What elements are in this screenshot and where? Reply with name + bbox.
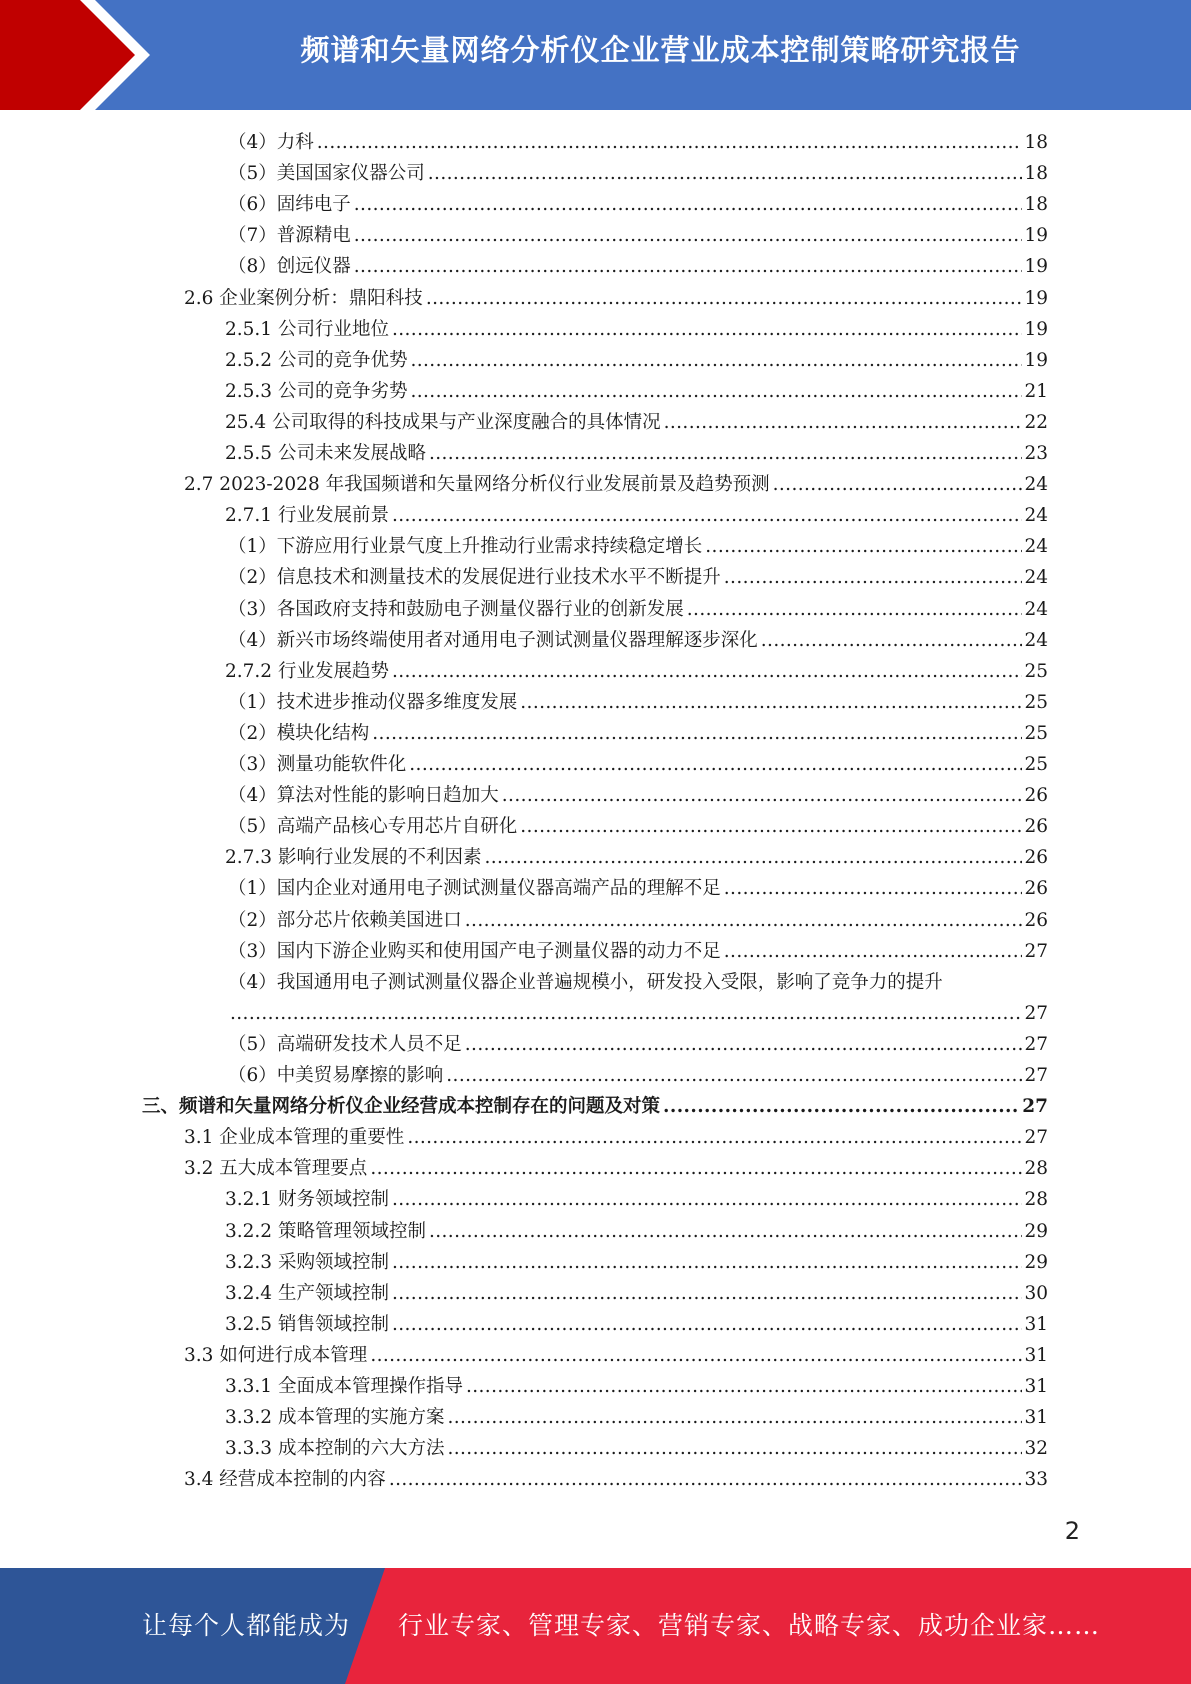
toc-entry-label: 3.2.2 策略管理领域控制	[225, 1220, 426, 1242]
toc-dot-leader	[392, 1309, 1022, 1340]
toc-dot-leader	[447, 1433, 1022, 1464]
toc-dot-leader	[724, 873, 1023, 904]
toc-entry-page: 26	[1024, 785, 1048, 807]
toc-entry-label: 3.3.1 全面成本管理操作指导	[225, 1376, 463, 1397]
toc-entry-page: 26	[1024, 878, 1048, 900]
toc-entry-page: 27	[1024, 1033, 1048, 1055]
toc-entry-page: 31	[1024, 1407, 1048, 1429]
toc-entry-label: （3）国内下游企业购买和使用国产电子测量仪器的动力不足	[228, 940, 721, 962]
toc-entry-label: （2）部分芯片依赖美国进口	[228, 909, 462, 931]
toc-entry[interactable]	[228, 251, 1048, 282]
toc-dot-leader	[410, 376, 1022, 407]
toc-dot-leader	[354, 251, 1023, 282]
toc-dot-leader	[389, 1464, 1023, 1495]
toc-entry-label: （5）高端研发技术人员不足	[228, 1033, 462, 1055]
toc-entry-label: 2.5.1 公司行业地位	[225, 318, 389, 340]
toc-entry-page: 26	[1024, 816, 1048, 838]
toc-entry[interactable]	[228, 531, 1048, 562]
toc-entry[interactable]	[184, 1153, 1048, 1184]
toc-entry-label: （4）力科	[228, 132, 314, 153]
toc-dot-leader	[502, 780, 1023, 811]
toc-entry-page: 27	[1022, 1096, 1048, 1118]
toc-entry-page: 24	[1024, 598, 1048, 620]
toc-dot-leader	[370, 1340, 1022, 1371]
toc-entry-label: （4）算法对性能的影响日趋加大	[228, 785, 499, 807]
toc-entry-page: 19	[1024, 256, 1048, 278]
toc-entry[interactable]	[225, 1278, 1048, 1309]
toc-entry[interactable]	[228, 220, 1048, 251]
toc-entry-label: （1）技术进步推动仪器多维度发展	[228, 691, 518, 713]
toc-entry[interactable]	[228, 1060, 1048, 1091]
toc-entry[interactable]	[228, 158, 1048, 189]
toc-entry-label: 3.2.4 生产领域控制	[225, 1282, 389, 1304]
page-footer	[0, 1568, 1191, 1684]
toc-entry-page: 31	[1024, 1344, 1048, 1366]
toc-dot-leader	[230, 998, 1022, 1029]
toc-entry[interactable]	[184, 1464, 1048, 1495]
toc-entry-page: 25	[1024, 691, 1048, 713]
toc-dot-leader	[724, 562, 1023, 593]
footer-slogan-left: 让每个人都能成为	[142, 1611, 351, 1640]
toc-dot-leader	[409, 749, 1022, 780]
toc-entry[interactable]	[228, 687, 1048, 718]
toc-entry-label: （1）下游应用行业景气度上升推动行业需求持续稳定增长	[228, 536, 703, 558]
footer-slogan-right: 行业专家、管理专家、营销专家、战略专家、成功企业家……	[398, 1611, 1101, 1640]
toc-entry-page: 19	[1024, 349, 1048, 371]
toc-entry[interactable]	[225, 1247, 1048, 1278]
toc-entry-page: 24	[1024, 536, 1048, 558]
toc-dot-leader	[520, 687, 1022, 718]
toc-entry[interactable]	[225, 842, 1048, 873]
toc-entry[interactable]	[225, 1309, 1048, 1340]
toc-dot-leader	[372, 718, 1022, 749]
toc-entry[interactable]	[228, 189, 1048, 220]
toc-entry-label: 3.3 如何进行成本管理	[184, 1344, 368, 1366]
toc-entry[interactable]	[225, 376, 1048, 407]
toc-entry-label: 3.3.2 成本管理的实施方案	[225, 1407, 445, 1429]
toc-entry[interactable]	[225, 1371, 1048, 1402]
report-title: 频谱和矢量网络分析仪企业营业成本控制策略研究报告	[300, 33, 1021, 67]
toc-entry-page: 31	[1024, 1313, 1048, 1335]
toc-dot-leader	[429, 438, 1022, 469]
toc-entry-label: （1）国内企业对通用电子测试测量仪器高端产品的理解不足	[228, 878, 721, 900]
toc-dot-leader	[392, 1184, 1022, 1215]
toc-entry-page: 33	[1024, 1469, 1048, 1491]
toc-dot-leader	[663, 1091, 1020, 1122]
toc-entry-page: 25	[1024, 754, 1048, 775]
toc-entry[interactable]	[228, 718, 1048, 749]
toc-entry-page: 18	[1024, 163, 1048, 185]
toc-dot-leader	[447, 1402, 1022, 1433]
toc-dot-leader	[466, 1371, 1022, 1402]
toc-entry-page: 24	[1024, 474, 1048, 496]
toc-entry-label: 3.2.1 财务领域控制	[225, 1189, 389, 1211]
toc-entry[interactable]	[225, 500, 1048, 531]
toc-entry[interactable]	[225, 438, 1048, 469]
toc-entry[interactable]	[225, 407, 1048, 438]
toc-dot-leader	[407, 1122, 1022, 1153]
toc-entry[interactable]	[184, 1340, 1048, 1371]
toc-entry-label: 3.2.3 采购领域控制	[225, 1251, 389, 1273]
toc-entry-label: 3.2 五大成本管理要点	[184, 1158, 368, 1180]
toc-chapter-entry[interactable]	[142, 1091, 1048, 1122]
toc-entry-page: 29	[1024, 1251, 1048, 1273]
toc-dot-leader	[428, 158, 1023, 189]
toc-entry-page: 24	[1024, 567, 1048, 589]
toc-dot-leader	[317, 127, 1023, 158]
toc-entry[interactable]	[228, 749, 1048, 780]
toc-entry-page: 28	[1024, 1189, 1048, 1211]
toc-entry-label: 2.7 2023-2028 年我国频谱和矢量网络分析仪行业发展前景及趋势预测	[184, 474, 770, 496]
toc-entry-page: 31	[1024, 1376, 1048, 1397]
toc-entry-continuation[interactable]	[230, 998, 1048, 1029]
toc-dot-leader	[705, 531, 1022, 562]
toc-entry[interactable]	[228, 873, 1048, 904]
toc-dot-leader	[392, 1247, 1022, 1278]
toc-entry-page: 23	[1024, 443, 1048, 464]
toc-entry-page: 27	[1024, 1127, 1048, 1149]
toc-entry[interactable]	[228, 127, 1048, 158]
toc-entry-label: （5）高端产品核心专用芯片自研化	[228, 816, 518, 838]
toc-entry-label: 3.2.5 销售领域控制	[225, 1313, 389, 1335]
toc-entry-page: 26	[1024, 909, 1048, 931]
toc-dot-leader	[446, 1060, 1022, 1091]
toc-entry-page: 27	[1024, 940, 1048, 962]
toc-entry-label: 2.7.3 影响行业发展的不利因素	[225, 847, 482, 869]
toc-dot-leader	[426, 283, 1023, 314]
toc-entry-label: （4）新兴市场终端使用者对通用电子测试测量仪器理解逐步深化	[228, 629, 758, 651]
toc-entry-label: 3.3.3 成本控制的六大方法	[225, 1438, 445, 1460]
toc-entry-page: 27	[1024, 1065, 1048, 1086]
toc-entry[interactable]	[228, 780, 1048, 811]
page-header	[0, 0, 1191, 110]
toc-entry-page: 24	[1024, 629, 1048, 651]
toc-entry-label: （5）美国国家仪器公司	[228, 163, 425, 185]
toc-entry-label: 2.6 企业案例分析：鼎阳科技	[184, 287, 423, 309]
toc-entry[interactable]	[228, 936, 1048, 967]
toc-entry-label: 2.5.2 公司的竞争优势	[225, 349, 408, 371]
toc-entry-label: 25.4 公司取得的科技成果与产业深度融合的具体情况	[225, 411, 661, 433]
toc-entry-page: 29	[1024, 1220, 1048, 1242]
toc-entry[interactable]	[225, 656, 1048, 687]
toc-entry-page: 22	[1024, 411, 1048, 433]
toc-entry[interactable]	[184, 283, 1048, 314]
toc-dot-leader	[410, 345, 1022, 376]
toc-entry[interactable]	[228, 905, 1048, 936]
toc-dot-leader	[392, 656, 1022, 687]
toc-entry-page: 19	[1024, 318, 1048, 340]
toc-entry-label: （6）固纬电子	[228, 194, 351, 216]
toc-entry-label: （4）我国通用电子测试测量仪器企业普遍规模小，研发投入受限，影响了竞争力的提升	[228, 971, 943, 993]
toc-entry-page: 32	[1024, 1438, 1048, 1460]
toc-dot-leader	[520, 811, 1022, 842]
toc-entry[interactable]	[225, 1184, 1048, 1215]
toc-entry[interactable]	[225, 345, 1048, 376]
toc-entry-label: （3）测量功能软件化	[228, 754, 407, 775]
toc-entry-label: （2）信息技术和测量技术的发展促进行业技术水平不断提升	[228, 567, 721, 589]
toc-entry-label: 3.1 企业成本管理的重要性	[184, 1127, 405, 1149]
header-red-arrow	[0, 0, 135, 110]
toc-entry[interactable]	[228, 625, 1048, 656]
toc-entry[interactable]	[184, 1122, 1048, 1153]
toc-entry-page: 24	[1024, 505, 1048, 527]
toc-entry-label: 三、频谱和矢量网络分析仪企业经营成本控制存在的问题及对策	[142, 1096, 661, 1118]
toc-dot-leader	[392, 1278, 1022, 1309]
toc-entry[interactable]	[225, 1433, 1048, 1464]
toc-entry-page: 30	[1024, 1282, 1048, 1304]
toc-entry-label: 2.5.3 公司的竞争劣势	[225, 380, 408, 402]
toc-entry-page: 18	[1024, 194, 1048, 216]
toc-entry-label: （7）普源精电	[228, 225, 351, 247]
toc-entry-label: （2）模块化结构	[228, 722, 370, 744]
toc-entry-page: 27	[1024, 1002, 1048, 1024]
toc-dot-leader	[484, 842, 1022, 873]
toc-dot-leader	[370, 1153, 1022, 1184]
toc-entry-label: 2.7.2 行业发展趋势	[225, 660, 389, 682]
toc-entry[interactable]	[228, 1029, 1048, 1060]
toc-entry-label: （3）各国政府支持和鼓励电子测量仪器行业的创新发展	[228, 598, 684, 620]
toc-entry-page: 28	[1024, 1158, 1048, 1180]
toc-dot-leader	[465, 905, 1023, 936]
toc-entry-page: 18	[1024, 132, 1048, 153]
toc-dot-leader	[354, 189, 1023, 220]
toc-dot-leader	[465, 1029, 1023, 1060]
toc-entry-label: （8）创远仪器	[228, 256, 351, 278]
toc-entry[interactable]	[225, 314, 1048, 345]
toc-entry[interactable]	[228, 811, 1048, 842]
toc-dot-leader	[664, 407, 1023, 438]
toc-dot-leader	[761, 625, 1023, 656]
toc-entry-label: 2.5.5 公司未来发展战略	[225, 443, 426, 464]
toc-dot-leader	[773, 469, 1023, 500]
toc-entry[interactable]	[184, 469, 1048, 500]
toc-entry[interactable]	[228, 594, 1048, 625]
page-number: 2	[1064, 1517, 1080, 1545]
toc-dot-leader	[392, 314, 1022, 345]
toc-dot-leader	[354, 220, 1023, 251]
toc-dot-leader	[687, 594, 1023, 625]
toc-entry-label: 2.7.1 行业发展前景	[225, 505, 389, 527]
toc-dot-leader	[429, 1216, 1022, 1247]
toc-entry[interactable]	[228, 967, 1048, 998]
toc-entry-label: （6）中美贸易摩擦的影响	[228, 1065, 444, 1086]
toc-entry[interactable]	[225, 1402, 1048, 1433]
toc-entry-page: 25	[1024, 722, 1048, 744]
toc-dot-leader	[724, 936, 1023, 967]
toc-entry[interactable]	[225, 1216, 1048, 1247]
toc-entry-page: 19	[1024, 225, 1048, 247]
toc-entry-page: 26	[1024, 847, 1048, 869]
toc-entry-page: 21	[1024, 380, 1048, 402]
toc-entry-page: 19	[1024, 287, 1048, 309]
toc-entry[interactable]	[228, 562, 1048, 593]
toc-entry-label: 3.4 经营成本控制的内容	[184, 1469, 386, 1491]
toc-entry-page: 25	[1024, 660, 1048, 682]
toc-dot-leader	[392, 500, 1022, 531]
